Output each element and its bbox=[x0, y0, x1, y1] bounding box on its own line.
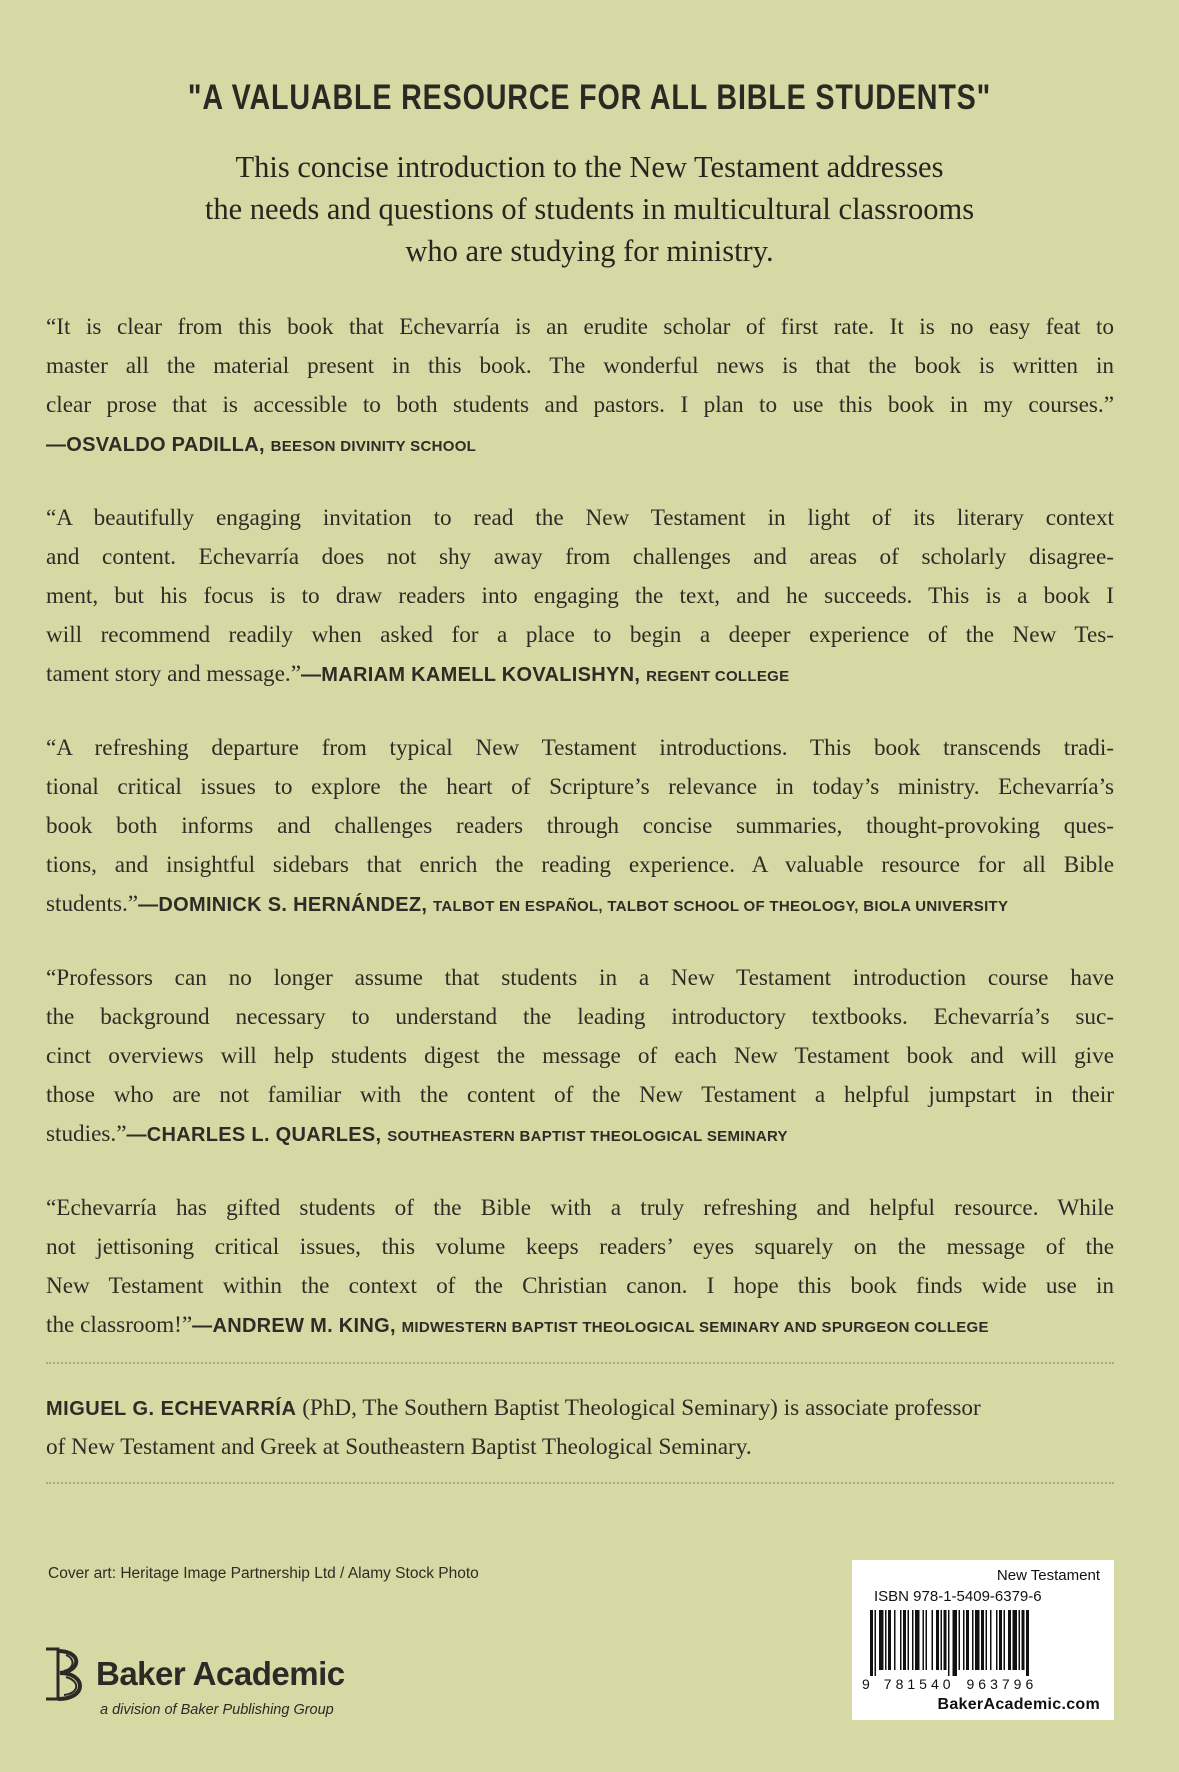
quote-attribution bbox=[46, 655, 1114, 696]
quote-line: “It is clear from this book that Echevarría is an erudite scholar of first rate. It is no easy feat to bbox=[46, 314, 1114, 340]
quote-attribution bbox=[46, 885, 1114, 926]
endorsements bbox=[46, 308, 1114, 1380]
quote-attribution bbox=[46, 1306, 1114, 1347]
quote-line: not jettisoning critical issues, this volume keeps readers’ eyes squarely on the message of the bbox=[46, 1234, 1114, 1260]
isbn-barcode-panel bbox=[852, 1560, 1114, 1720]
quote-attribution bbox=[46, 425, 1114, 466]
endorser-name: —DOMINICK S. HERNÁNDEZ, bbox=[138, 894, 428, 916]
barcode-digits bbox=[862, 1676, 1102, 1692]
endorser-institution: BEESON DIVINITY SCHOOL bbox=[270, 438, 477, 455]
author-name: MIGUEL G. ECHEVARRÍA bbox=[46, 1398, 297, 1420]
publisher-name: Baker Academic bbox=[96, 1655, 345, 1692]
endorsement-padilla bbox=[46, 308, 1114, 466]
barcode-digit-group: 9 bbox=[862, 1676, 874, 1692]
headline: "A VALUABLE RESOURCE FOR ALL BIBLE STUDENTS" bbox=[187, 78, 992, 117]
quote-line: “A refreshing departure from typical New Testament introductions. This book transcends tradi- bbox=[46, 735, 1114, 761]
barcode-digit-group: 781540 bbox=[883, 1676, 955, 1692]
quote-line: New Testament within the context of the Christian canon. I hope this book finds wide use in bbox=[46, 1273, 1114, 1299]
barcode-icon bbox=[870, 1610, 1096, 1676]
quote-tail: tament story and message.” bbox=[46, 661, 301, 687]
intro-line: who are studying for ministry. bbox=[405, 234, 774, 268]
isbn-number: ISBN 978-1-5409-6379-6 bbox=[874, 1588, 1042, 1605]
cover-art-credit: Cover art: Heritage Image Partnership Ltd / Alamy Stock Photo bbox=[48, 1565, 479, 1582]
quote-tail: studies.” bbox=[46, 1121, 127, 1147]
endorser-name: —CHARLES L. QUARLES, bbox=[126, 1124, 382, 1146]
bio-line bbox=[46, 1389, 1114, 1428]
publisher-subtitle: a division of Baker Publishing Group bbox=[100, 1702, 334, 1718]
endorsement-hernandez bbox=[46, 729, 1114, 926]
intro-line: This concise introduction to the New Testament addresses bbox=[235, 150, 944, 184]
baker-b-icon bbox=[42, 1645, 94, 1703]
quote-line: and content. Echevarría does not shy away from challenges and areas of scholarly disagree- bbox=[46, 544, 1114, 570]
quote-line: cinct overviews will help students digest the message of each New Testament book and will give bbox=[46, 1043, 1114, 1069]
publisher-url: BakerAcademic.com bbox=[937, 1696, 1100, 1713]
quote-line: the background necessary to understand the leading introductory textbooks. Echevarría’s suc- bbox=[46, 1004, 1114, 1030]
author-bio bbox=[46, 1389, 1114, 1466]
quote-line: “A beautifully engaging invitation to read the New Testament in light of its literary context bbox=[46, 505, 1114, 531]
endorsement-quarles bbox=[46, 959, 1114, 1156]
book-category: New Testament bbox=[996, 1567, 1100, 1584]
quote-line: clear prose that is accessible to both students and pastors. I plan to use this book in my courses.” bbox=[46, 392, 1114, 418]
endorsement-kovalishyn bbox=[46, 499, 1114, 696]
intro-blurb bbox=[0, 146, 1179, 272]
endorser-institution: TALBOT EN ESPAÑOL, TALBOT SCHOOL OF THEOLOGY, BIOLA UNIVERSITY bbox=[433, 898, 1009, 915]
quote-line: ment, but his focus is to draw readers into engaging the text, and he succeeds. This is a book I bbox=[46, 583, 1114, 609]
divider bbox=[46, 1482, 1114, 1484]
quote-line: tions, and insightful sidebars that enrich the reading experience. A valuable resource for all Bible bbox=[46, 852, 1114, 878]
endorsement-king bbox=[46, 1189, 1114, 1347]
endorser-institution: MIDWESTERN BAPTIST THEOLOGICAL SEMINARY AND SPURGEON COLLEGE bbox=[401, 1319, 989, 1336]
divider bbox=[46, 1362, 1114, 1364]
quote-tail: the classroom!” bbox=[46, 1312, 193, 1338]
quote-line: tional critical issues to explore the heart of Scripture’s relevance in today’s ministry. Echevarría’s bbox=[46, 774, 1114, 800]
endorser-institution: SOUTHEASTERN BAPTIST THEOLOGICAL SEMINARY bbox=[387, 1128, 788, 1145]
intro-line: the needs and questions of students in multicultural classrooms bbox=[204, 192, 975, 226]
bio-line: of New Testament and Greek at Southeastern Baptist Theological Seminary. bbox=[46, 1434, 752, 1460]
bio-text: (PhD, The Southern Baptist Theological Seminary) is associate professor bbox=[296, 1395, 981, 1421]
publisher-logo bbox=[42, 1645, 345, 1703]
quote-line: “Professors can no longer assume that students in a New Testament introduction course have bbox=[46, 965, 1114, 991]
quote-tail: students.” bbox=[46, 891, 139, 917]
endorser-name: —OSVALDO PADILLA, bbox=[46, 434, 265, 456]
quote-attribution bbox=[46, 1115, 1114, 1156]
quote-line: “Echevarría has gifted students of the Bible with a truly refreshing and helpful resource. While bbox=[46, 1195, 1114, 1221]
endorser-name: —MARIAM KAMELL KOVALISHYN, bbox=[300, 664, 641, 686]
quote-line: master all the material present in this book. The wonderful news is that the book is written in bbox=[46, 353, 1114, 379]
endorser-name: —ANDREW M. KING, bbox=[192, 1315, 396, 1337]
barcode-digit-group: 963796 bbox=[966, 1676, 1038, 1692]
quote-line: those who are not familiar with the content of the New Testament a helpful jumpstart in their bbox=[46, 1082, 1114, 1108]
quote-line: book both informs and challenges readers through concise summaries, thought-provoking ques- bbox=[46, 813, 1114, 839]
endorser-institution: REGENT COLLEGE bbox=[646, 668, 790, 685]
quote-line: will recommend readily when asked for a place to begin a deeper experience of the New Tes- bbox=[46, 622, 1114, 648]
